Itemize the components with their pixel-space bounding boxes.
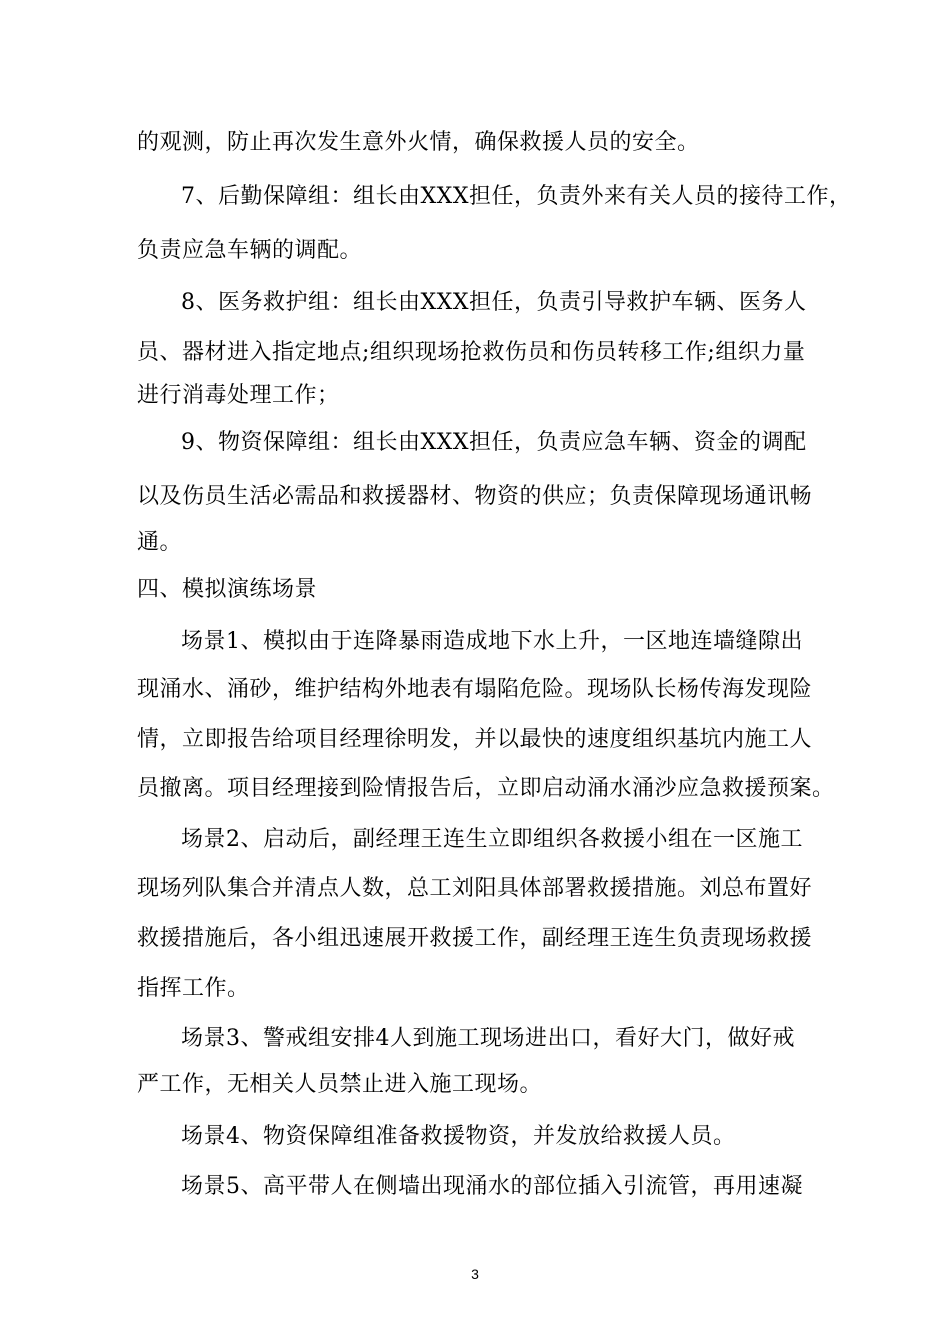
text-line: 员、器材进入指定地点;组织现场抢救伤员和伤员转移工作;组织力量 xyxy=(137,340,806,365)
text-line: 场景2、启动后，副经理王连生立即组织各救援小组在一区施工 xyxy=(181,827,803,852)
text-line: 的观测，防止再次发生意外火情，确保救援人员的安全。 xyxy=(137,130,700,155)
text-line: 现场列队集合并清点人数，总工刘阳具体部署救援措施。刘总布置好 xyxy=(137,876,813,901)
text-line: 场景4、物资保障组准备救援物资，并发放给救援人员。 xyxy=(181,1124,736,1149)
text-line: 员撤离。项目经理接到险情报告后，立即启动涌水涌沙应急救援预案。 xyxy=(137,776,835,801)
page-number: 3 xyxy=(471,1266,479,1282)
text-line: 现涌水、涌砂，维护结构外地表有塌陷危险。现场队长杨传海发现险 xyxy=(137,677,813,702)
text-line: 进行消毒处理工作； xyxy=(137,383,340,408)
text-line: 指挥工作。 xyxy=(137,976,250,1001)
text-line: 场景1、模拟由于连降暴雨造成地下水上升，一区地连墙缝隙出 xyxy=(181,629,803,654)
text-line: 负责应急车辆的调配。 xyxy=(137,238,363,263)
text-line: 8、医务救护组：组长由XXX担任，负责引导救护车辆、医务人 xyxy=(181,290,807,315)
text-line: 救援措施后，各小组迅速展开救援工作，副经理王连生负责现场救援 xyxy=(137,926,813,951)
text-line: 场景3、警戒组安排4人到施工现场进出口，看好大门，做好戒 xyxy=(181,1026,795,1051)
text-line: 通。 xyxy=(137,530,183,555)
text-line: 7、后勤保障组：组长由XXX担任，负责外来有关人员的接待工作， xyxy=(181,184,852,209)
text-line: 情，立即报告给项目经理徐明发，并以最快的速度组织基坑内施工人 xyxy=(137,727,813,752)
text-line: 严工作，无相关人员禁止进入施工现场。 xyxy=(137,1072,543,1097)
text-line: 场景5、高平带人在侧墙出现涌水的部位插入引流管，再用速凝 xyxy=(181,1174,803,1199)
text-line: 9、物资保障组：组长由XXX担任，负责应急车辆、资金的调配 xyxy=(181,430,807,455)
text-line: 以及伤员生活必需品和救援器材、物资的供应；负责保障现场通讯畅 xyxy=(137,484,813,509)
section-heading: 四、模拟演练场景 xyxy=(137,577,318,602)
